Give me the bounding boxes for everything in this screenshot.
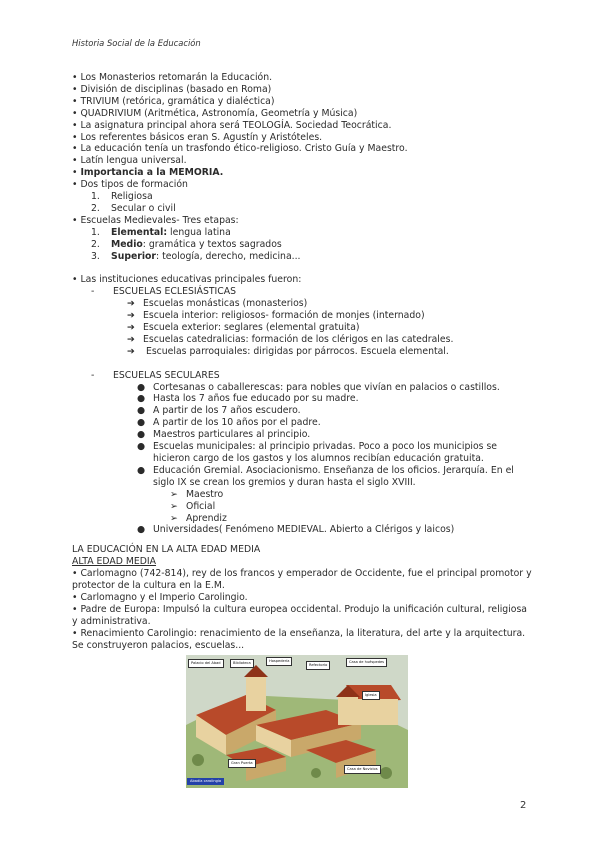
triangle-arrow-icon: ➢ xyxy=(170,500,178,512)
illustration-caption: Abadía carolingia xyxy=(187,778,224,785)
list-item: 2. Medio: gramática y textos sagrados xyxy=(91,238,282,250)
bullet-line: • Latín lengua universal. xyxy=(72,155,187,167)
page-number: 2 xyxy=(520,800,527,811)
bullet-line: • La educación tenía un trasfondo ético-religioso. Cristo Guía y Maestro. xyxy=(72,143,408,155)
abbey-illustration xyxy=(186,655,408,788)
bullet-item: ● Cortesanas o caballerescas: para nobles que vivían en palacios o castillos. xyxy=(137,381,500,393)
label-biblioteca: Biblioteca xyxy=(230,659,254,668)
sub-item: ➢ Oficial xyxy=(170,500,216,512)
paragraph: • Renacimiento Carolingio: renacimiento de la enseñanza, la literatura, del arte y la arquitectura. Se construyeron palacios, escuelas... xyxy=(72,627,526,651)
arrow-item: ➔ Escuelas parroquiales: dirigidas por párrocos. Escuela elemental. xyxy=(127,345,449,357)
running-header: Historia Social de la Educación xyxy=(72,38,201,48)
list-item: 1. Religiosa xyxy=(91,191,153,203)
page-content xyxy=(72,72,532,651)
section-eclesiasticas: - ESCUELAS ECLESIÁSTICAS xyxy=(91,286,237,298)
label-gran-puerta: Gran Puerta xyxy=(228,759,256,768)
tree xyxy=(311,768,321,778)
section-heading: LA EDUCACIÓN EN LA ALTA EDAD MEDIA xyxy=(72,544,261,556)
triangle-arrow-icon: ➢ xyxy=(170,488,178,500)
sub-item: ➢ Aprendiz xyxy=(170,512,227,524)
arrow-icon: ➔ xyxy=(127,345,135,357)
arrow-item: ➔ Escuelas monásticas (monasterios) xyxy=(127,298,308,310)
bullet-icon: ● xyxy=(137,464,146,476)
bullet-line: • Los referentes básicos eran S. Agustín y Aristóteles. xyxy=(72,131,323,143)
paragraph: • Carlomagno (742-814), rey de los francos y emperador de Occidente, fue el principal promotor y protector de la cultura en la E.M. xyxy=(72,568,532,592)
section-subheading: ALTA EDAD MEDIA xyxy=(72,556,157,568)
bullet-line: • QUADRIVIUM (Aritmética, Astronomía, Geometría y Música) xyxy=(72,107,358,119)
bullet-icon: ● xyxy=(137,441,146,453)
label-iglesia: Iglesia xyxy=(362,691,380,700)
tower-wall xyxy=(246,675,266,711)
bullet-item: ● Maestros particulares al principio. xyxy=(137,429,311,441)
bullet-item: ● Hasta los 7 años fue educado por su madre. xyxy=(137,393,359,405)
paragraph: • Padre de Europa: Impulsó la cultura europea occidental. Produjo la unificación cultural, religiosa y administrativa. xyxy=(72,603,528,627)
arrow-icon: ➔ xyxy=(127,298,135,310)
list-item: 1. Elemental: lengua latina xyxy=(91,226,231,238)
label-palacio: Palacio del Abad xyxy=(188,659,224,668)
label-hospederia: Hospedería xyxy=(266,657,292,666)
label-novicios: Casa de Novicios xyxy=(344,765,381,774)
list-item: 3. Superior: teología, derecho, medicina... xyxy=(91,250,301,262)
arrow-item: ➔ Escuelas catedralicias: formación de los clérigos en las catedrales. xyxy=(127,333,454,345)
bullet-item: ● Escuelas municipales: al principio privadas. Poco a poco los municipios se hicieron cargo de los gastos y los alumnos recibían educación gratuita. xyxy=(137,441,498,464)
bullet-icon: ● xyxy=(137,405,146,417)
paragraph: • Carlomagno y el Imperio Carolingio. xyxy=(72,591,248,603)
spacer xyxy=(72,263,532,275)
bullet-icon: ● xyxy=(137,524,146,536)
bullet-item: ● A partir de los 10 años por el padre. xyxy=(137,417,321,429)
spacer xyxy=(72,358,532,370)
label-huespedes: Casa de huéspedes xyxy=(346,658,387,667)
arrow-item: ➔ Escuela exterior: seglares (elemental gratuita) xyxy=(127,322,360,334)
triangle-arrow-icon: ➢ xyxy=(170,512,178,524)
section-seculares: - ESCUELAS SECULARES xyxy=(91,369,220,381)
arrow-icon: ➔ xyxy=(127,333,135,345)
arrow-icon: ➔ xyxy=(127,322,135,334)
escuelas-intro: • Escuelas Medievales- Tres etapas: xyxy=(72,214,239,226)
bullet-item: ● Educación Gremial. Asociacionismo. Enseñanza de los oficios. Jerarquía. En el siglo IX se crean los gremios y duran hasta el siglo XVIII. xyxy=(137,464,514,488)
bullet-line: • La asignatura principal ahora será TEOLOGÍA. Sociedad Teocrática. xyxy=(72,119,392,131)
bullet-item: ● A partir de los 7 años escudero. xyxy=(137,405,301,417)
instituciones-intro: • Las instituciones educativas principales fueron: xyxy=(72,274,302,286)
bullet-line: • Los Monasterios retomarán la Educación. xyxy=(72,72,273,83)
bullet-icon: ● xyxy=(137,417,146,429)
wall xyxy=(338,697,358,725)
bullet-icon: ● xyxy=(137,429,146,441)
wall xyxy=(354,699,398,725)
memoria-line: • Importancia a la MEMORIA. xyxy=(72,167,224,179)
bullet-item: ● Universidades( Fenómeno MEDIEVAL. Abierto a Clérigos y laicos) xyxy=(137,524,455,536)
memoria-text: Importancia a la MEMORIA. xyxy=(80,167,224,179)
arrow-icon: ➔ xyxy=(127,310,135,322)
bullet-line: • TRIVIUM (retórica, gramática y dialéctica) xyxy=(72,95,275,107)
label-refectorio: Refectorio xyxy=(306,661,330,670)
bullet-icon: ● xyxy=(137,381,146,393)
bullet-line: • División de disciplinas (basado en Roma) xyxy=(72,83,272,95)
bullet-icon: ● xyxy=(137,393,146,405)
tree xyxy=(192,754,204,766)
list-item: 2. Secular o civil xyxy=(91,202,176,214)
tree xyxy=(380,767,392,779)
sub-item: ➢ Maestro xyxy=(170,488,224,500)
tipos-intro: • Dos tipos de formación xyxy=(72,179,188,191)
arrow-item: ➔ Escuela interior: religiosos- formación de monjes (internado) xyxy=(127,310,425,322)
